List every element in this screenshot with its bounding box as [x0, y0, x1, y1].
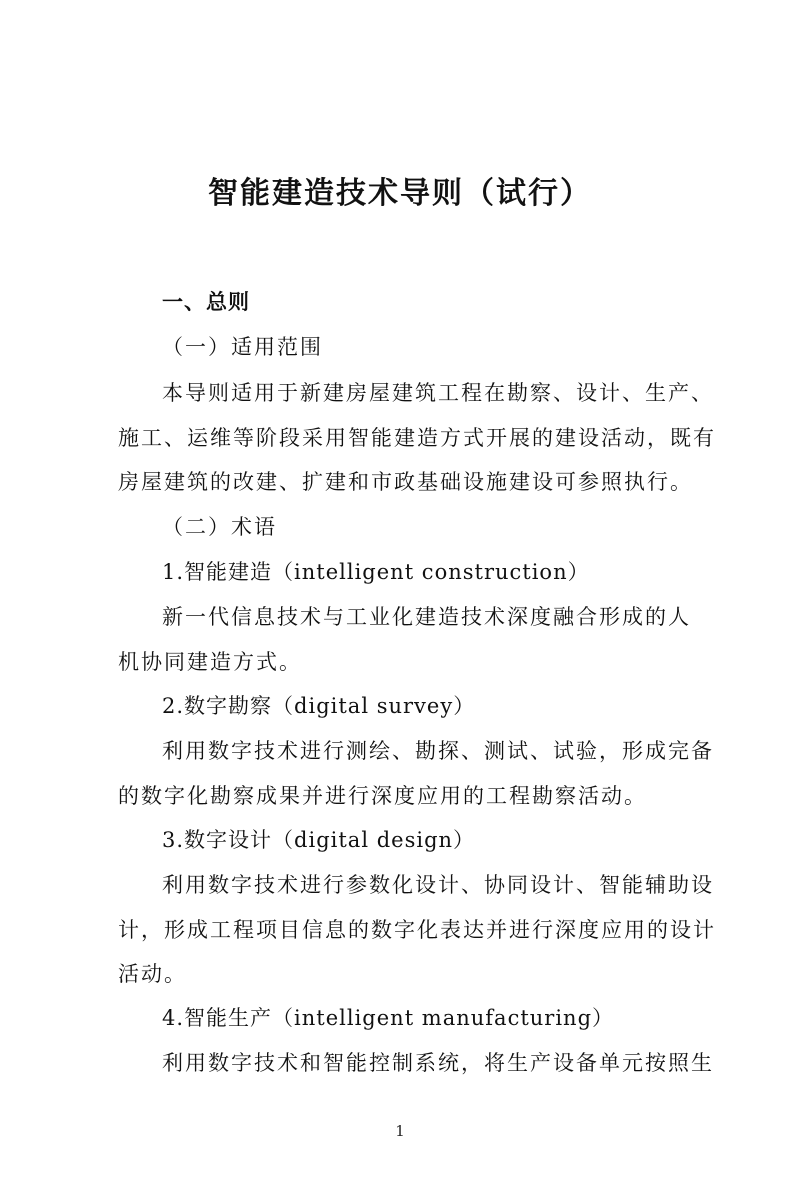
term-heading-1: 1.智能建造（intelligent construction）: [162, 560, 590, 584]
term-heading-4: 4.智能生产（intelligent manufacturing）: [162, 1006, 615, 1030]
scope-paragraph-line-3: 房屋建筑的改建、扩建和市政基础设施建设可参照执行。: [118, 470, 693, 494]
term-heading-2: 2.数字勘察（digital survey）: [162, 694, 476, 718]
subsection-heading-terms: （二）术语: [162, 515, 277, 539]
scope-paragraph-line-1: 本导则适用于新建房屋建筑工程在勘察、设计、生产、: [162, 381, 714, 405]
subsection-heading-scope: （一）适用范围: [162, 335, 323, 359]
term-1-definition-line-1: 新一代信息技术与工业化建造技术深度融合形成的人: [162, 605, 691, 629]
term-heading-3: 3.数字设计（digital design）: [162, 828, 476, 852]
term-2-definition-line-1: 利用数字技术进行测绘、勘探、测试、试验，形成完备: [162, 739, 714, 763]
term-3-definition-line-1: 利用数字技术进行参数化设计、协同设计、智能辅助设: [162, 873, 714, 897]
term-4-definition-line-1: 利用数字技术和智能控制系统，将生产设备单元按照生: [162, 1051, 714, 1075]
term-2-definition-line-2: 的数字化勘察成果并进行深度应用的工程勘察活动。: [118, 784, 647, 808]
document-title: 智能建造技术导则（试行）: [208, 176, 592, 211]
term-1-definition-line-2: 机协同建造方式。: [118, 650, 302, 674]
scope-paragraph-line-2: 施工、运维等阶段采用智能建造方式开展的建设活动，既有: [118, 426, 716, 450]
section-heading-general: 一、总则: [162, 290, 250, 314]
term-3-definition-line-2: 计，形成工程项目信息的数字化表达并进行深度应用的设计: [118, 918, 716, 942]
term-3-definition-line-3: 活动。: [118, 962, 187, 986]
page-number: 1: [395, 1122, 405, 1140]
